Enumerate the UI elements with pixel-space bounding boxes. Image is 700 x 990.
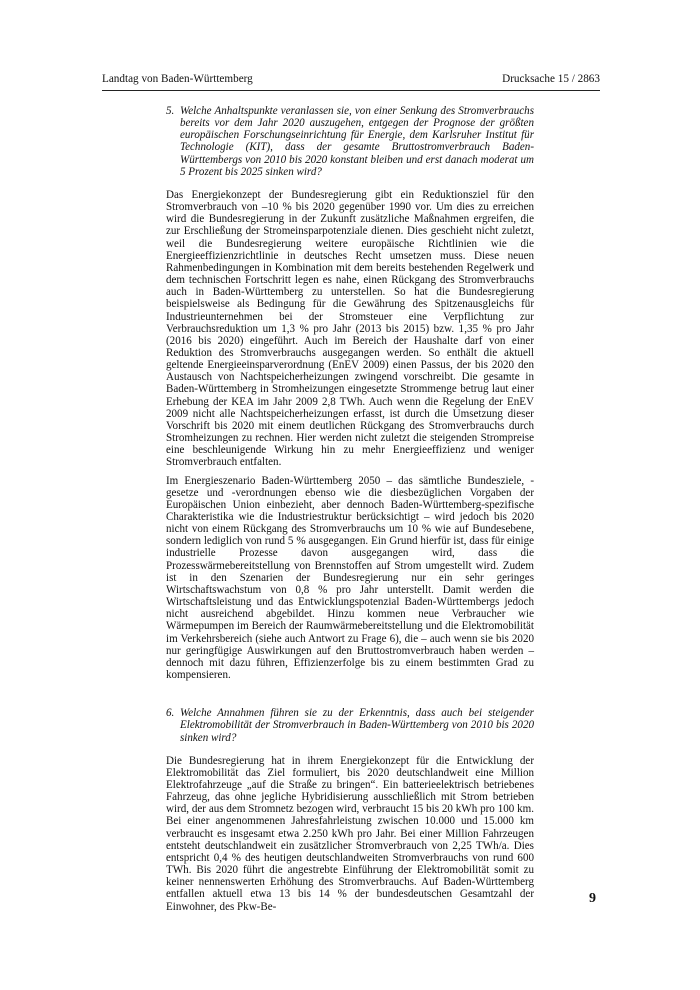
document-body: [166, 105, 534, 919]
question-5-text: Welche Anhaltspunkte veranlassen sie, von einer Senkung des Stromverbrauchs bereits vor dem Jahr 2020 auszugehen, entgegen der Prognose der größten europäischen Forschungseinrichtung für Energie, dem Karlsruher Institut für Technologie (KIT), dass der gesamte Bruttostromverbrauch Baden-Württembergs von 2010 bis 2020 konstant bleiben und erst danach moderat um 5 Prozent bis 2025 sinken wird?: [180, 105, 534, 178]
answer-5-paragraph-2: Im Energieszenario Baden-Württemberg 2050 – das sämtliche Bundesziele, -gesetze und -verordnungen ebenso wie die diesbezüglichen Vorgaben der Europäischen Union einbezieht, aber dennoch Baden-Württemberg-spezifische Charakteristika wie die Industriestruktur berücksichtigt – wird jedoch bis 2020 nicht von einem Rückgang des Stromverbrauchs um 10 % wie auf Bundesebene, sondern lediglich von rund 5 % ausgegangen. Ein Grund hierfür ist, dass für einige industrielle Prozesse davon ausgegangen wird, dass die Prozesswärmebereitstellung von Brennstoffen auf Strom umgestellt wird. Zudem ist in den Szenarien der Bundesregierung nur ein sehr geringes Wirtschaftswachstum von 0,8 % pro Jahr unterstellt. Damit werden die Wirtschaftsleistung und das Entwicklungspotenzial Baden-Württembergs jedoch nicht ausreichend abgebildet. Hinzu kommen neue Verbraucher wie Wärmepumpen im Bereich der Raumwärmebereitstellung und die Elektromobilität im Verkehrsbereich (siehe auch Antwort zu Frage 6), die – auch wenn sie bis 2020 nur geringfügige Auswirkungen auf den Bruttostromverbrauch haben werden – dennoch mit dazu führen, Effizienzerfolge bis zu einem bestimmten Grad zu kompensieren.: [166, 474, 534, 682]
question-6-text: Welche Annahmen führen sie zu der Erkenntnis, dass auch bei steigender Elektromobilität der Stromverbrauch in Baden-Württemberg von 2010 bis 2020 sinken wird?: [180, 707, 534, 744]
section-gap: [166, 687, 534, 707]
answer-6-paragraph-1: Die Bundesregierung hat in ihrem Energiekonzept für die Entwicklung der Elektromobilität das Ziel formuliert, bis 2020 deutschlandweit eine Million Elektrofahrzeuge „auf die Straße zu bringen“. Ein batterieelektrisch betriebenes Fahrzeug, das ohne jegliche Hybridisierung ausschließlich mit Strom betrieben wird, der aus dem Stromnetz bezogen wird, verbraucht 15 bis 20 kWh pro 100 km. Bei einer angenommenen Jahresfahrleistung zwischen 10.000 und 15.000 km verbraucht es insgesamt etwa 2.250 kWh pro Jahr. Bei einer Million Fahrzeugen entsteht deutschlandweit ein zusätzlicher Stromverbrauch von 2,25 TWh/a. Dies entspricht 0,4 % des heutigen deutschlandweiten Stromverbrauchs von rund 600 TWh. Bis 2020 führt die angestrebte Einführung der Elektromobilität somit zu keiner nennenswerten Erhöhung des Stromverbrauchs. Auf Baden-Württemberg entfallen aktuell etwa 13 bis 14 % der bundesdeutschen Gesamtzahl der Einwohner, des Pkw-Be-: [166, 754, 534, 913]
answer-5-paragraph-1: Das Energiekonzept der Bundesregierung gibt ein Reduktionsziel für den Stromverbrauch von –10 % bis 2020 gegenüber 1990 vor. Um dies zu erreichen wird die Bundesregierung in der Zukunft zusätzliche Maßnahmen ergreifen, die zur Erschließung der Stromeinsparpotenziale dienen. Dies geschieht nicht zuletzt, weil die Bundesregierung weitere europäische Richtlinien wie die Energieeffizienzrichtlinie in deutsches Recht umsetzen muss. Diese neuen Rahmenbedingungen in Kombination mit dem bereits bestehenden Regelwerk und dem technischen Fortschritt legen es nahe, einen Rückgang des Stromverbrauchs auch in Baden-Württemberg zu unterstellen. So hat die Bundesregierung beispielsweise als Bedingung für die Gewährung des Spitzenausgleichs für Industrieunternehmen bei der Stromsteuer eine Verpflichtung zur Verbrauchsreduktion um 1,3 % pro Jahr (2013 bis 2015) bzw. 1,35 % pro Jahr (2016 bis 2020) eingeführt. Auch im Bereich der Haushalte darf von einer Reduktion des Stromverbrauchs ausgegangen werden. So enthält die aktuell geltende Energieeinsparverordnung (EnEV 2009) einen Passus, der bis 2020 den Austausch von Nachtspeicherheizungen zwingend vorschreibt. Die gesamte in Baden-Württemberg in Stromheizungen eingesetzte Strommenge betrug laut einer Erhebung der KEA im Jahr 2009 2,8 TWh. Auch wenn die Regelung der EnEV 2009 nicht alle Nachtspeicherheizungen erfasst, ist durch die Umsetzung dieser Vorschrift bis 2020 mit einem deutlichen Rückgang des Stromverbrauchs durch Stromheizungen zu rechnen. Hier werden nicht zuletzt die steigenden Strompreise eine beschleunigende Wirkung hin zu mehr Energieeffizienz und weniger Stromverbrauch entfalten.: [166, 188, 534, 469]
question-5: [166, 105, 534, 178]
page-number: 9: [589, 891, 596, 906]
question-6-number: 6.: [166, 707, 175, 720]
question-6: [166, 707, 534, 743]
question-5-number: 5.: [166, 105, 175, 117]
header-rule: [102, 90, 600, 91]
header-publisher: Landtag von Baden-Württemberg: [102, 73, 253, 85]
header-document-number: Drucksache 15 / 2863: [502, 73, 600, 85]
